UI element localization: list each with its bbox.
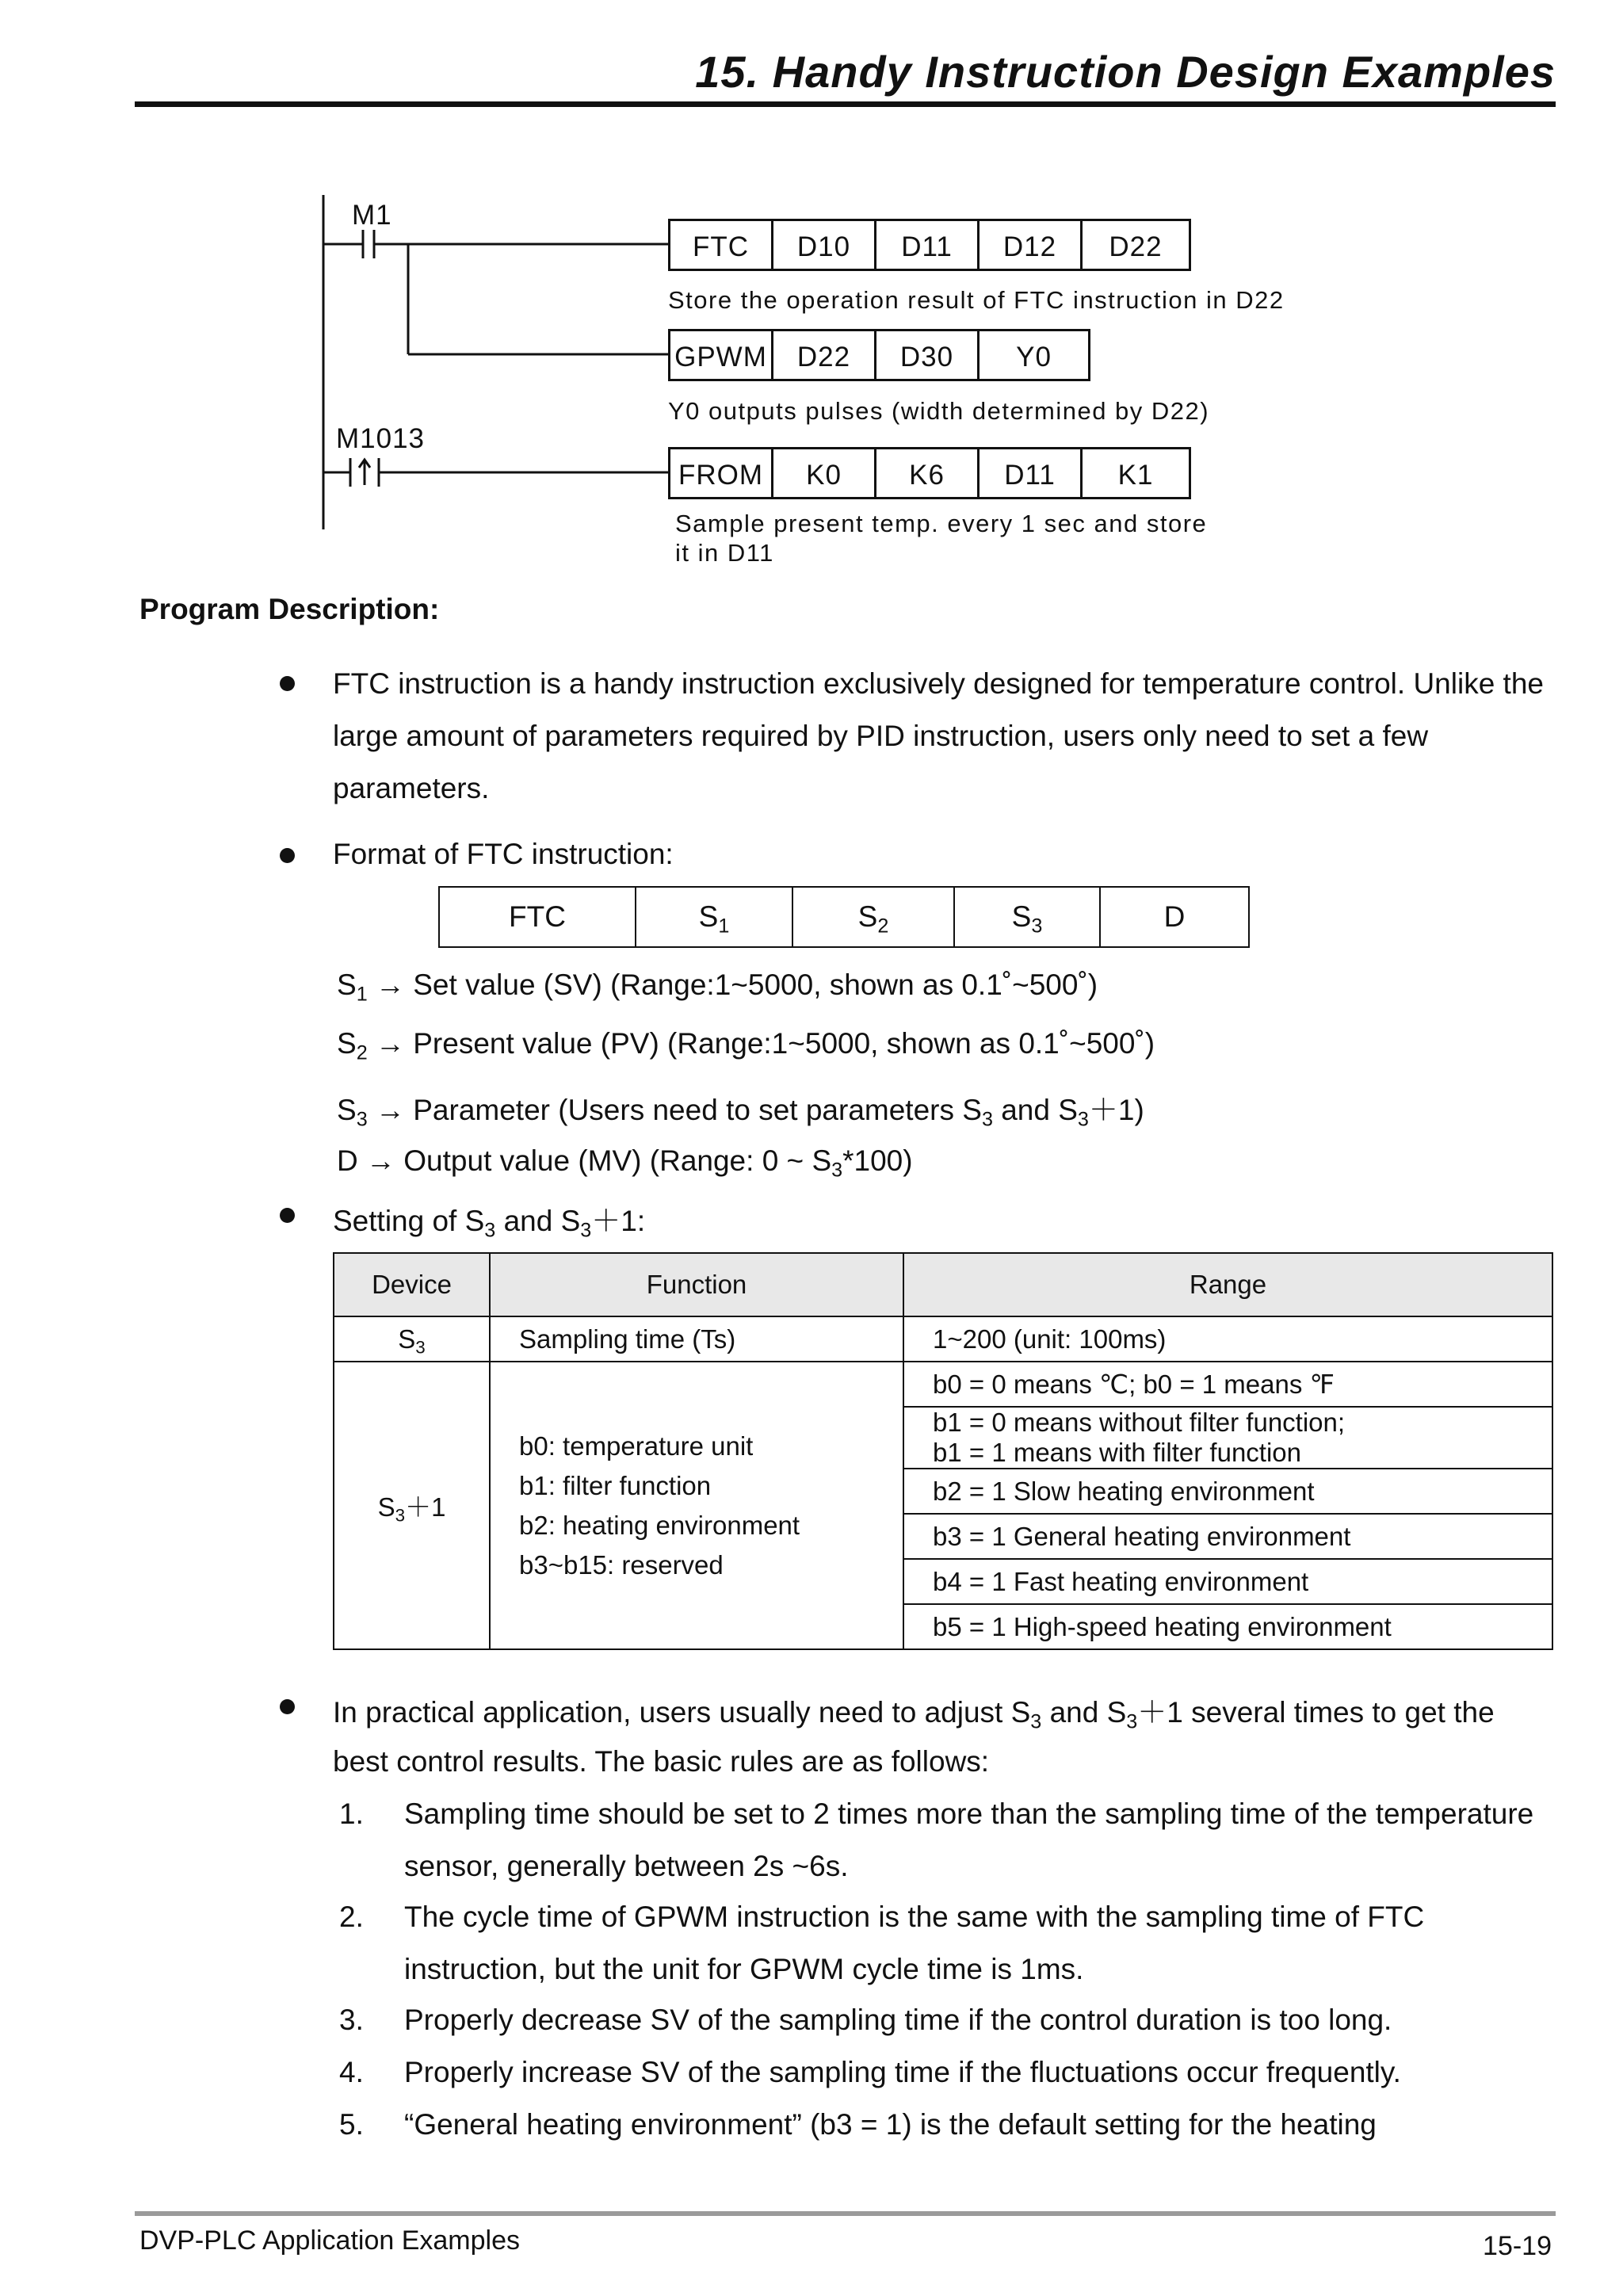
header-device: Device: [334, 1253, 490, 1316]
rule-number: 3.: [339, 2004, 364, 2036]
rule-text: The cycle time of GPWM instruction is the same with the sampling time of FTC instruction, but the unit for GPWM cycle time is 1ms.: [404, 1901, 1425, 1985]
range-b1: b1 = 0 means without filter function; b1 = 1 means with filter function: [903, 1407, 1552, 1469]
bullet-dot: [280, 1208, 295, 1223]
range-b3: b3 = 1 General heating environment: [903, 1514, 1552, 1559]
rule-number: 4.: [339, 2056, 364, 2088]
format-cell-s3: $S_3$: [954, 887, 1100, 947]
format-cell-ftc: FTC: [439, 887, 636, 947]
operand-s1: $S_1$ → Set value (SV) (Range:1~5000, shown as 0.1˚~500˚): [337, 968, 1098, 1006]
function-bit-line: b3~b15: reserved: [519, 1549, 724, 1580]
range-b2: b2 = 1 Slow heating environment: [903, 1469, 1552, 1514]
device-s3: $S_3$: [334, 1316, 490, 1362]
ftc-format-table: [438, 886, 1250, 948]
contact-label-m1013: M1013: [336, 423, 426, 454]
instr-box: D11: [977, 447, 1083, 499]
rung3-note-line1: Sample present temp. every 1 sec and store: [675, 510, 1208, 537]
rule-number: 1.: [339, 1797, 364, 1830]
instr-box: D22: [771, 329, 876, 381]
instr-box: K0: [771, 447, 876, 499]
rule-text: “General heating environment” (b3 = 1) is the default setting for the heating: [404, 2108, 1377, 2141]
rule-number: 2.: [339, 1901, 364, 1933]
rung2-note: Y0 outputs pulses (width determined by D22): [668, 397, 1210, 425]
bullet1-text: FTC instruction is a handy instruction exclusively designed for temperature control. Unlike the large amount of parameters required by PID instruction, users only need to set a few parameters.: [333, 667, 1544, 804]
operand-s3: $S_3$ → Parameter (Users need to set parameters $S_3$ and $S_3+1$): [337, 1094, 1144, 1131]
setting-heading: Setting of $S_3$ and $S_3+1$:: [333, 1205, 646, 1242]
range-b0: b0 = 0 means ℃; b0 = 1 means ℉: [903, 1362, 1552, 1407]
instr-box: K6: [874, 447, 980, 499]
bullet-dot: [280, 676, 295, 691]
function-bit-line: b2: heating environment: [519, 1510, 800, 1540]
page-number: 15-19: [1483, 2231, 1552, 2261]
footer-title: DVP-PLC Application Examples: [139, 2225, 521, 2256]
instr-box: D10: [771, 219, 876, 271]
instr-box: D11: [874, 219, 980, 271]
instr-box: FROM: [668, 447, 773, 499]
operand-d: D → Output value (MV) (Range: 0 ~ $S_3*100$): [337, 1144, 913, 1182]
rung3-note-line2: it in D11: [675, 539, 774, 567]
instr-box: K1: [1080, 447, 1191, 499]
rule-text: Properly increase SV of the sampling time if the fluctuations occur frequently.: [404, 2056, 1401, 2088]
bullet2-text: Format of FTC instruction:: [333, 838, 674, 870]
settings-table: [333, 1252, 1553, 1650]
bullet-dot: [280, 1699, 295, 1714]
practical-line1: In practical application, users usually need to adjust $S_3$ and $S_3+1$ several times to get the: [333, 1696, 1495, 1733]
format-cell-s1: $S_1$: [636, 887, 792, 947]
range-b5: b5 = 1 High-speed heating environment: [903, 1604, 1552, 1649]
device-s3-plus-1: $S_3+1$: [334, 1362, 490, 1649]
practical-line2: best control results. The basic rules are as follows:: [333, 1745, 990, 1778]
instr-box: FTC: [668, 219, 773, 271]
rule-text: Properly decrease SV of the sampling time if the control duration is too long.: [404, 2004, 1392, 2036]
footer-rule: [135, 2211, 1556, 2216]
chapter-title: 15. Handy Instruction Design Examples: [695, 47, 1556, 97]
range-sampling: 1~200 (unit: 100ms): [903, 1316, 1552, 1362]
instr-box: GPWM: [668, 329, 773, 381]
instr-box: D22: [1080, 219, 1191, 271]
rule-number: 5.: [339, 2108, 364, 2141]
format-cell-d: D: [1100, 887, 1249, 947]
rule-text: Sampling time should be set to 2 times more than the sampling time of the temperature sensor, generally between 2s ~6s.: [404, 1797, 1534, 1882]
operand-s2: $S_2$ → Present value (PV) (Range:1~5000, shown as 0.1˚~500˚): [337, 1027, 1155, 1064]
instr-box: D30: [874, 329, 980, 381]
contact-label-m1: M1: [352, 200, 392, 231]
rung1-note: Store the operation result of FTC instruction in D22: [668, 286, 1285, 314]
function-sampling: Sampling time (Ts): [490, 1316, 903, 1362]
function-bit-line: b0: temperature unit: [519, 1431, 754, 1461]
header-range: Range: [903, 1253, 1552, 1316]
instr-box: Y0: [977, 329, 1090, 381]
header-function: Function: [490, 1253, 903, 1316]
format-cell-s2: $S_2$: [792, 887, 954, 947]
section-heading: Program Description:: [139, 593, 440, 625]
range-b4: b4 = 1 Fast heating environment: [903, 1559, 1552, 1604]
instr-box: D12: [977, 219, 1083, 271]
function-bits: [490, 1362, 903, 1649]
bullet-dot: [280, 848, 295, 863]
function-bit-line: b1: filter function: [519, 1470, 712, 1500]
